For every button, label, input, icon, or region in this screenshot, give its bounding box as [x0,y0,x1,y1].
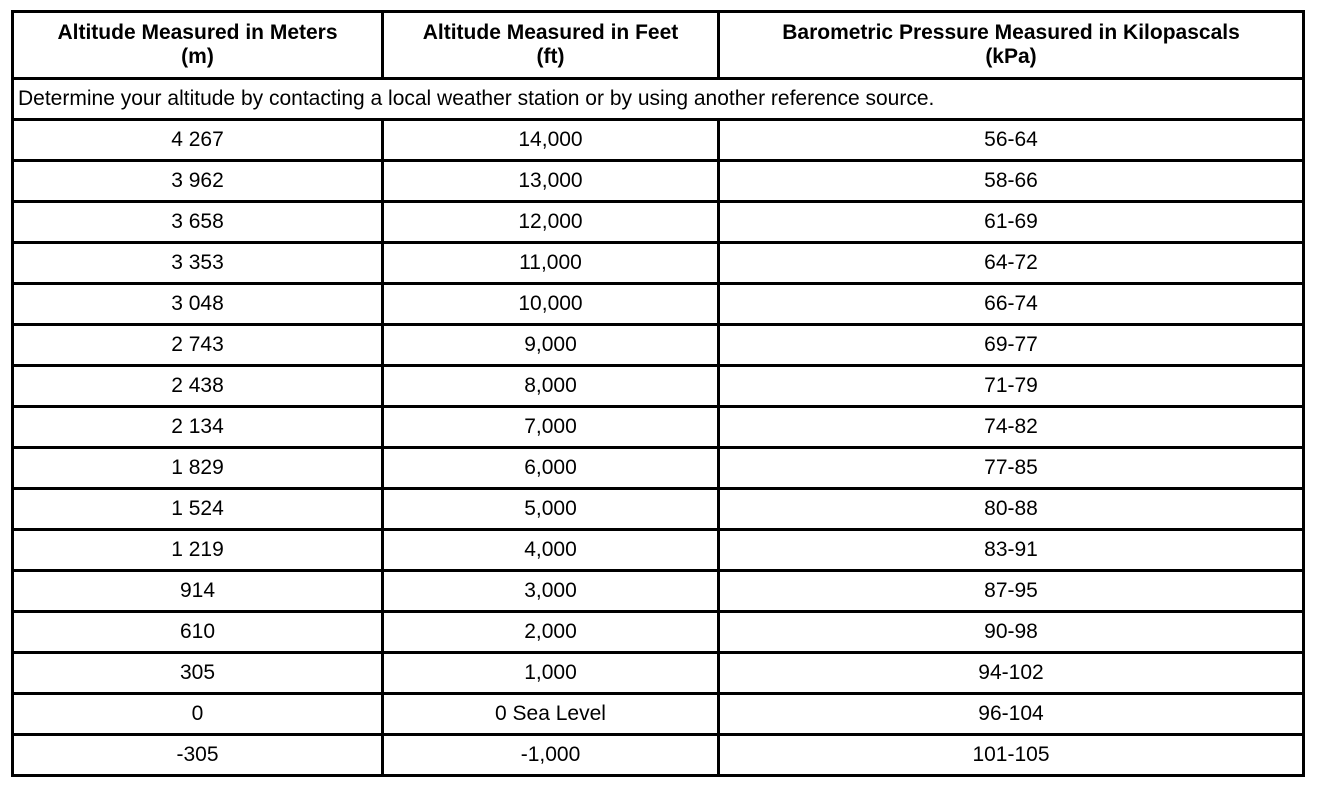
cell-meters: 3 658 [13,202,383,243]
table-row [13,735,1304,776]
cell-kpa: 74-82 [719,407,1304,448]
cell-feet: 7,000 [383,407,719,448]
altitude-pressure-table [11,10,1305,777]
cell-kpa: 101-105 [719,735,1304,776]
table-row [13,284,1304,325]
table-row [13,489,1304,530]
cell-meters: 305 [13,653,383,694]
table-row [13,694,1304,735]
cell-kpa: 87-95 [719,571,1304,612]
cell-kpa: 66-74 [719,284,1304,325]
cell-kpa: 56-64 [719,120,1304,161]
table-row [13,202,1304,243]
cell-meters: 2 438 [13,366,383,407]
table-row [13,325,1304,366]
cell-meters: 1 219 [13,530,383,571]
cell-feet: 9,000 [383,325,719,366]
header-meters [13,12,383,79]
cell-meters: 3 962 [13,161,383,202]
header-kpa [719,12,1304,79]
cell-kpa: 61-69 [719,202,1304,243]
cell-feet: 3,000 [383,571,719,612]
cell-meters: -305 [13,735,383,776]
header-meters-unit: (m) [181,45,214,68]
cell-feet: 2,000 [383,612,719,653]
table-row [13,571,1304,612]
table-body [13,79,1304,776]
cell-kpa: 69-77 [719,325,1304,366]
table-row [13,612,1304,653]
cell-feet: -1,000 [383,735,719,776]
cell-meters: 0 [13,694,383,735]
cell-meters: 1 829 [13,448,383,489]
cell-meters: 914 [13,571,383,612]
cell-meters: 4 267 [13,120,383,161]
cell-meters: 2 134 [13,407,383,448]
header-feet-unit: (ft) [536,45,565,68]
cell-feet: 0 Sea Level [383,694,719,735]
cell-meters: 2 743 [13,325,383,366]
table-row [13,530,1304,571]
cell-meters: 3 353 [13,243,383,284]
cell-feet: 6,000 [383,448,719,489]
cell-meters: 1 524 [13,489,383,530]
cell-feet: 4,000 [383,530,719,571]
cell-feet: 8,000 [383,366,719,407]
header-meters-title: Altitude Measured in Meters [57,21,338,44]
cell-feet: 1,000 [383,653,719,694]
cell-feet: 12,000 [383,202,719,243]
note-row [13,79,1304,120]
cell-kpa: 94-102 [719,653,1304,694]
table-row [13,407,1304,448]
cell-kpa: 58-66 [719,161,1304,202]
cell-meters: 3 048 [13,284,383,325]
cell-kpa: 80-88 [719,489,1304,530]
table-row [13,448,1304,489]
table-row [13,243,1304,284]
cell-kpa: 71-79 [719,366,1304,407]
cell-kpa: 90-98 [719,612,1304,653]
cell-feet: 13,000 [383,161,719,202]
cell-feet: 5,000 [383,489,719,530]
header-kpa-unit: (kPa) [985,45,1037,68]
cell-meters: 610 [13,612,383,653]
header-row [13,12,1304,79]
cell-feet: 11,000 [383,243,719,284]
table-row [13,653,1304,694]
table-row [13,161,1304,202]
cell-kpa: 83-91 [719,530,1304,571]
cell-feet: 10,000 [383,284,719,325]
cell-kpa: 96-104 [719,694,1304,735]
header-feet [383,12,719,79]
header-kpa-title: Barometric Pressure Measured in Kilopascals [782,21,1240,44]
altitude-pressure-table-container [11,10,1302,777]
table-row [13,120,1304,161]
cell-feet: 14,000 [383,120,719,161]
cell-kpa: 77-85 [719,448,1304,489]
header-feet-title: Altitude Measured in Feet [422,21,679,44]
table-row [13,366,1304,407]
cell-kpa: 64-72 [719,243,1304,284]
note-cell: Determine your altitude by contacting a local weather station or by using another reference source. [13,79,1304,120]
